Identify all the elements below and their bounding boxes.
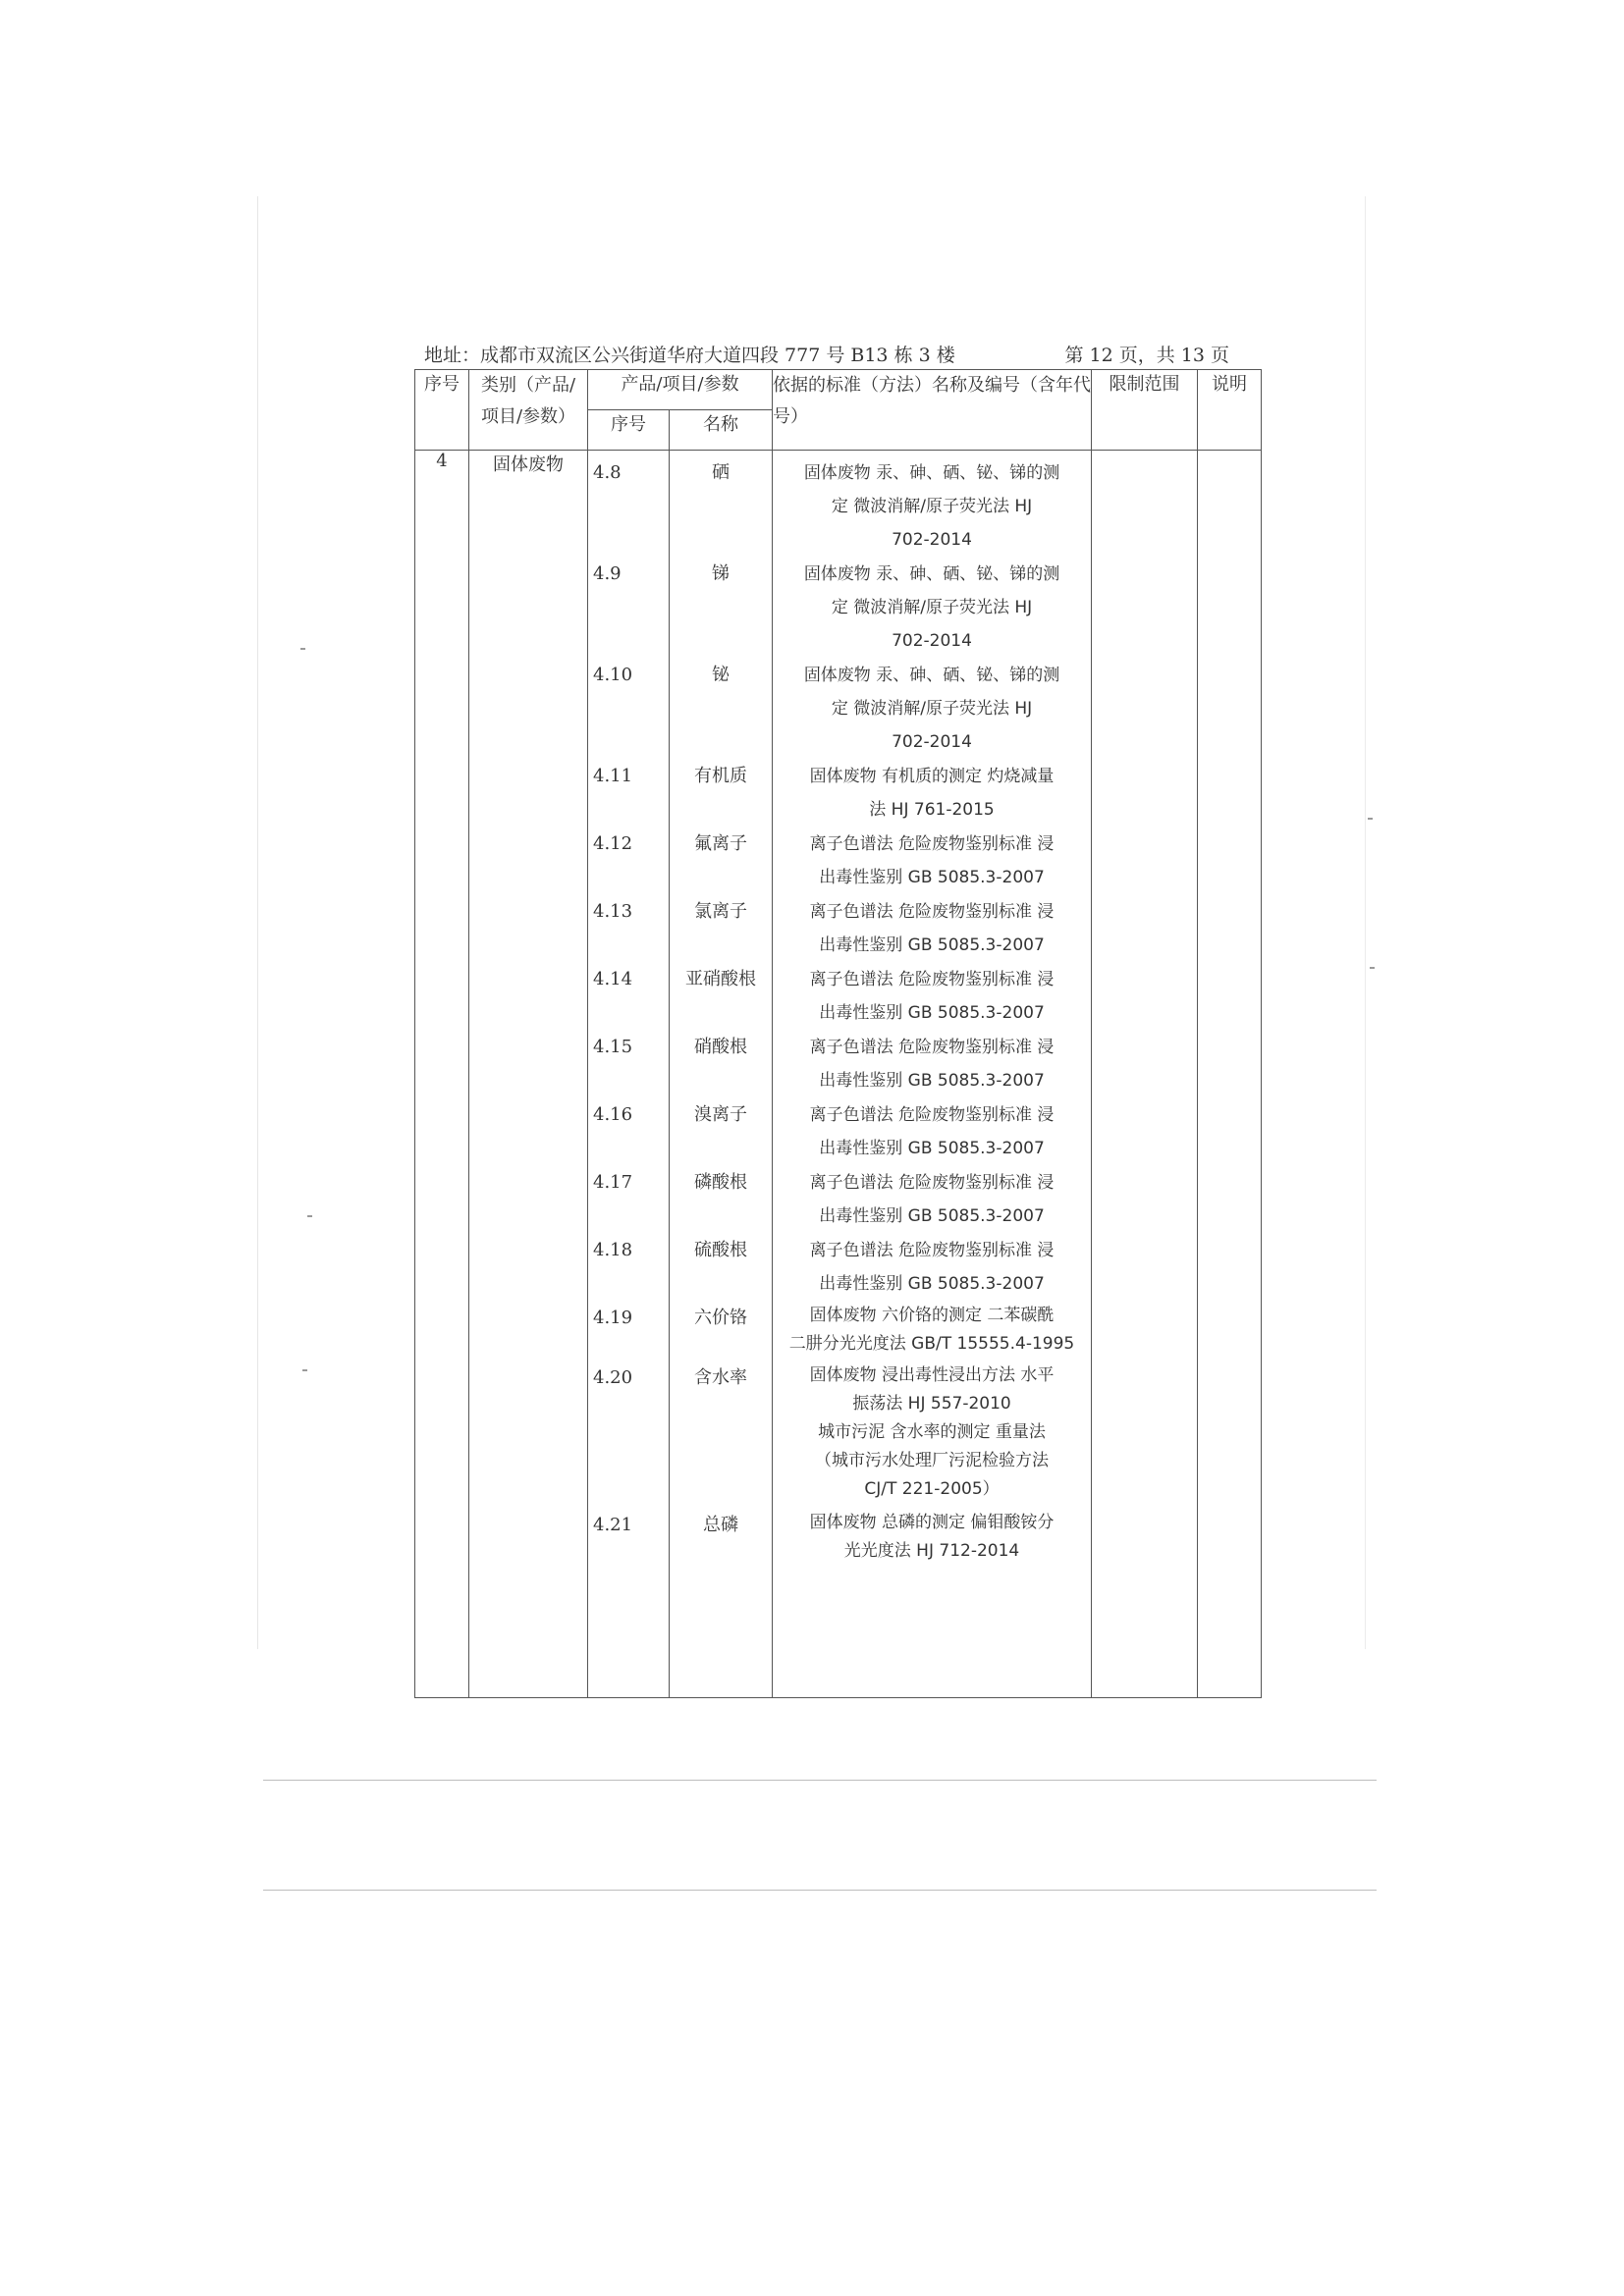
header-sub-name: 名称 [670,410,773,451]
item-number: 4.8 [593,462,622,483]
item-number: 4.12 [593,833,633,854]
standard-line: 固体废物 汞、砷、硒、铋、锑的测 [803,564,1060,584]
standard-line: 固体废物 总磷的测定 偏钼酸铵分 [809,1513,1055,1532]
item-number: 4.20 [593,1367,633,1388]
item-name: 硫酸根 [694,1240,747,1260]
item-name: 磷酸根 [694,1172,747,1193]
item-number: 4.18 [593,1240,633,1260]
standard-line: 固体废物 浸出毒性浸出方法 水平 [809,1365,1055,1385]
standard-line: （城市污水处理厂污泥检验方法 [815,1451,1050,1470]
scan-speck [302,1369,307,1371]
item-name: 亚硝酸根 [685,969,756,989]
item-standard [773,828,1091,894]
standard-line: 702-2014 [892,530,972,550]
standard-line: CJ/T 221-2005） [864,1479,1000,1499]
item-standard [773,558,1091,658]
scan-page-edge-left [257,196,258,1649]
limit-column [1092,451,1198,1698]
item-number: 4.13 [593,901,633,922]
item-number: 4.14 [593,969,633,989]
header-note: 说明 [1198,370,1262,451]
footer-rule-1 [263,1780,1377,1781]
item-number: 4.21 [593,1515,633,1535]
accreditation-table [414,369,1262,1698]
header-serial: 序号 [415,370,469,451]
standard-line: 702-2014 [892,732,972,752]
item-number: 4.11 [593,766,633,786]
item-name: 硒 [712,462,730,483]
standard-line: 城市污泥 含水率的测定 重量法 [818,1422,1046,1442]
item-number: 4.9 [593,563,622,584]
item-standard [773,963,1091,1030]
header-product-group: 产品/项目/参数 [588,370,773,410]
scan-speck [1368,818,1373,820]
standard-line: 离子色谱法 危险废物鉴别标准 浸 [809,1038,1055,1057]
header-sub-serial: 序号 [588,410,670,451]
header-category: 类别（产品/项目/参数） [469,370,588,451]
standard-line: 出毒性鉴别 GB 5085.3-2007 [819,1071,1045,1091]
standard-line: 二肼分光光度法 GB/T 15555.4-1995 [788,1334,1075,1354]
standard-line: 定 微波消解/原子荧光法 HJ [831,497,1033,516]
item-standard [773,1098,1091,1165]
header-address: 地址：成都市双流区公兴街道华府大道四段 777 号 B13 栋 3 楼 [424,345,955,366]
standard-line: 出毒性鉴别 GB 5085.3-2007 [819,1206,1045,1226]
item-name: 铋 [712,665,730,685]
standard-line: 固体废物 汞、砷、硒、铋、锑的测 [803,463,1060,483]
item-number: 4.17 [593,1172,633,1193]
standard-line: 离子色谱法 危险废物鉴别标准 浸 [809,1173,1055,1193]
standard-line: 离子色谱法 危险废物鉴别标准 浸 [809,902,1055,922]
scan-page-edge-right [1365,196,1366,1649]
item-standard [773,1302,1091,1359]
standard-line: 固体废物 有机质的测定 灼烧减量 [809,767,1055,786]
item-standard [773,760,1091,827]
standard-line: 出毒性鉴别 GB 5085.3-2007 [819,1139,1045,1158]
standard-line: 光光度法 HJ 712-2014 [843,1541,1020,1561]
item-name: 硝酸根 [694,1037,747,1057]
header-page-number: 第 12 页，共 13 页 [1064,345,1229,366]
scan-speck [1370,967,1375,969]
item-standard [773,1166,1091,1233]
page-header [424,339,1229,368]
header-standard: 依据的标准（方法）名称及编号（含年代号） [773,370,1092,451]
standard-line: 离子色谱法 危险废物鉴别标准 浸 [809,834,1055,854]
item-name: 氯离子 [694,901,747,922]
standard-line: 振荡法 HJ 557-2010 [852,1394,1011,1414]
item-standard [773,1509,1091,1566]
item-standard [773,1031,1091,1097]
item-number: 4.16 [593,1104,633,1125]
item-standard [773,456,1091,557]
item-name: 六价铬 [694,1308,747,1328]
standard-line: 离子色谱法 危险废物鉴别标准 浸 [809,1241,1055,1260]
standard-line: 离子色谱法 危险废物鉴别标准 浸 [809,970,1055,989]
scan-speck [307,1215,312,1217]
item-number-column [588,451,670,1698]
standard-line: 出毒性鉴别 GB 5085.3-2007 [819,1274,1045,1294]
standard-line: 出毒性鉴别 GB 5085.3-2007 [819,868,1045,887]
item-name: 溴离子 [694,1104,747,1125]
item-standard [773,895,1091,962]
standard-line: 定 微波消解/原子荧光法 HJ [831,598,1033,617]
standard-line: 定 微波消解/原子荧光法 HJ [831,699,1033,719]
footer-rule-2 [263,1890,1377,1891]
item-standard [773,659,1091,759]
item-name: 锑 [712,563,730,584]
standard-line: 702-2014 [892,631,972,651]
item-name: 氟离子 [694,833,747,854]
item-name: 有机质 [694,766,747,786]
row-serial: 4 [415,451,469,1698]
item-standard [773,1362,1091,1504]
item-name-column [670,451,773,1698]
scan-speck [300,648,305,650]
row-category: 固体废物 [469,451,588,1698]
item-number: 4.15 [593,1037,633,1057]
item-number: 4.19 [593,1308,633,1328]
item-standard [773,1234,1091,1301]
header-limit: 限制范围 [1092,370,1198,451]
standard-line: 离子色谱法 危险废物鉴别标准 浸 [809,1105,1055,1125]
standard-line: 法 HJ 761-2015 [869,800,995,820]
item-name: 含水率 [694,1367,747,1388]
item-number: 4.10 [593,665,633,685]
standard-line: 出毒性鉴别 GB 5085.3-2007 [819,935,1045,955]
item-standard-column [773,451,1092,1698]
standard-line: 固体废物 六价铬的测定 二苯碳酰 [809,1306,1055,1325]
item-name: 总磷 [703,1515,738,1535]
note-column [1198,451,1262,1698]
standard-line: 固体废物 汞、砷、硒、铋、锑的测 [803,666,1060,685]
standard-line: 出毒性鉴别 GB 5085.3-2007 [819,1003,1045,1023]
